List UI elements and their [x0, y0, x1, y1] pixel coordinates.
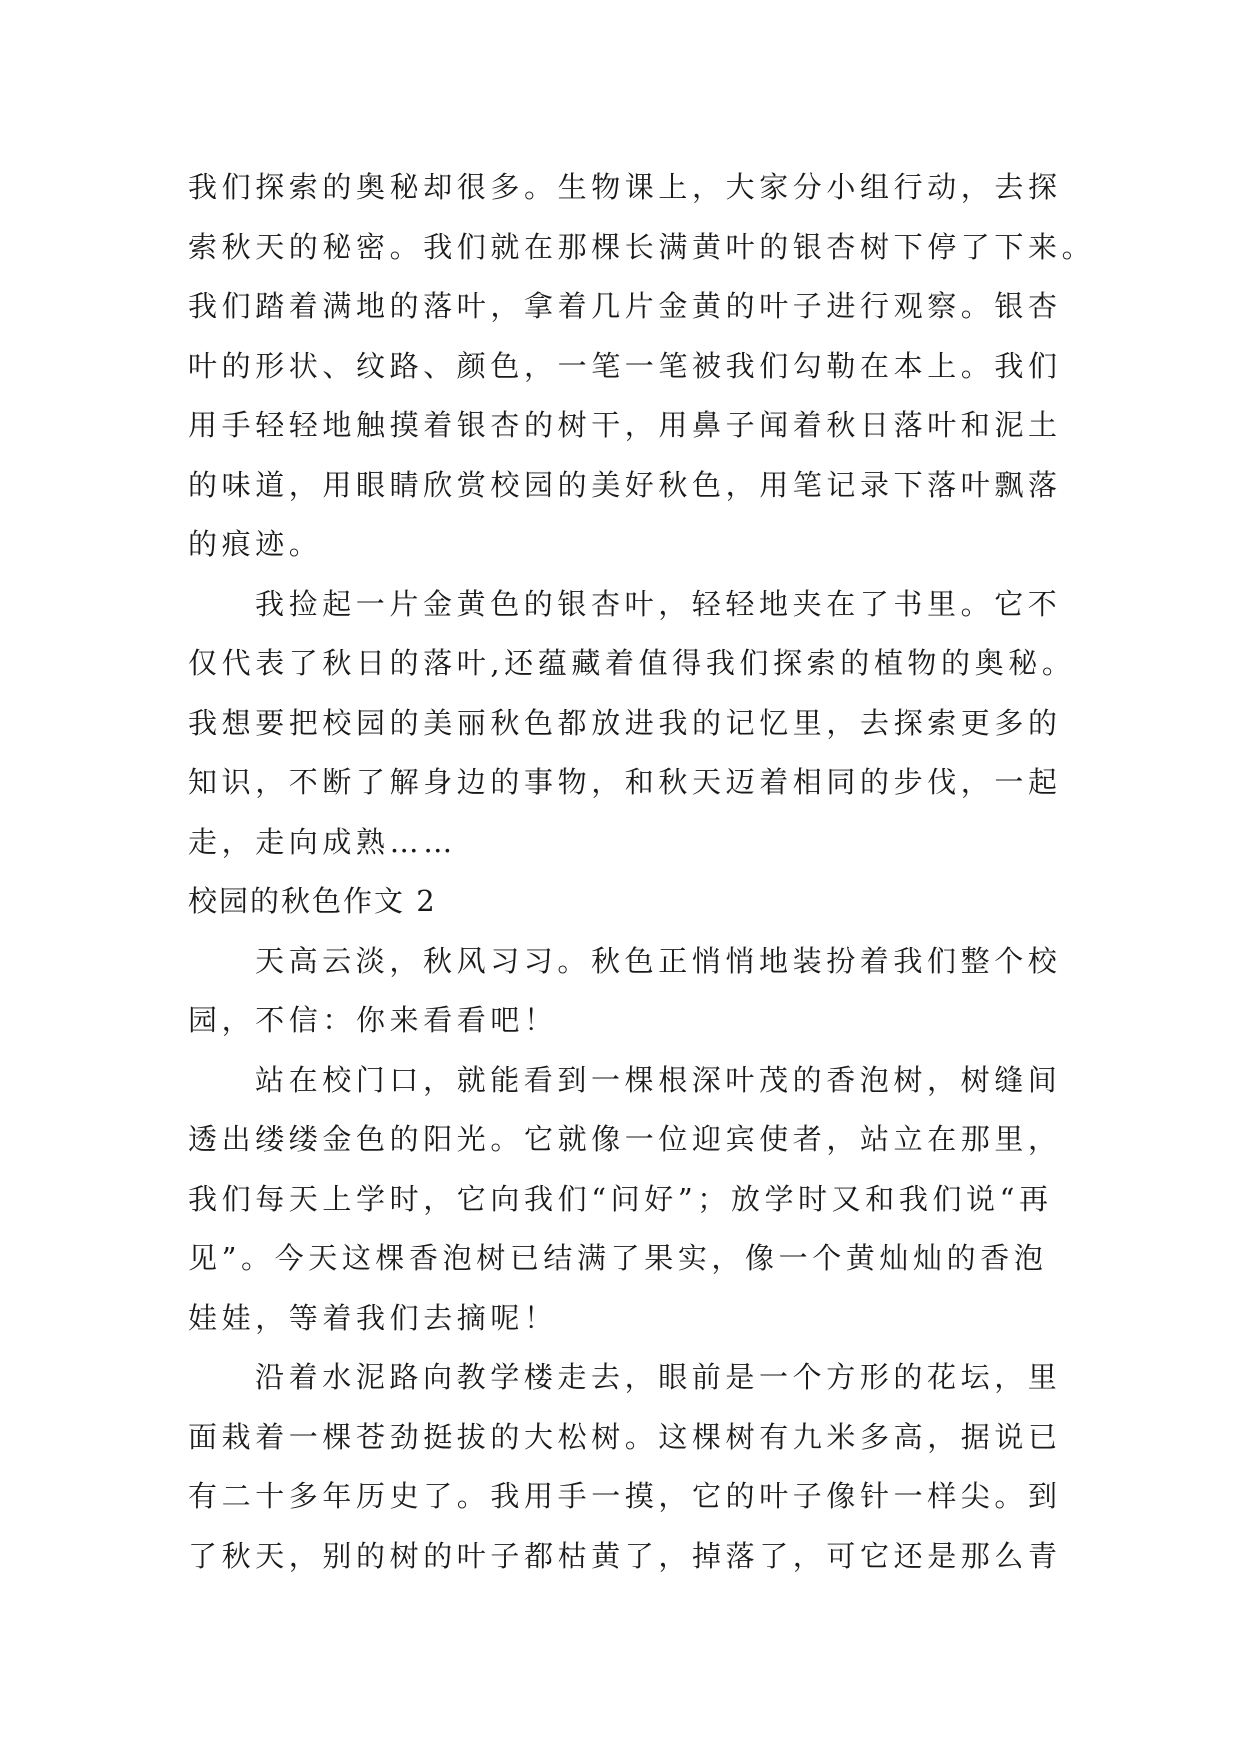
text-line: 了秋天，别的树的叶子都枯黄了，掉落了，可它还是那么青 [188, 1538, 1062, 1573]
document-body [188, 158, 1096, 1586]
text-line: 我想要把校园的美丽秋色都放进我的记忆里，去探索更多的 [188, 705, 1062, 740]
paragraph [188, 932, 1068, 1051]
text-line: 我捡起一片金黄色的银杏叶，轻轻地夹在了书里。它不 [255, 586, 1062, 621]
text-line: 走，走向成熟…… [188, 824, 457, 859]
text-line: 娃娃，等着我们去摘呢！ [188, 1300, 558, 1335]
text-line: 索秋天的秘密。我们就在那棵长满黄叶的银杏树下停了下来。 [188, 229, 1096, 264]
section-heading: 校园的秋色作文 2 [188, 884, 437, 918]
text-line: 透出缕缕金色的阳光。它就像一位迎宾使者，站立在那里， [188, 1122, 1062, 1156]
text-line: 我们探索的奥秘却很多。生物课上，大家分小组行动，去探 [188, 170, 1062, 204]
text-line: 面栽着一棵苍劲挺拔的大松树。这棵树有九米多高，据说已 [188, 1419, 1062, 1454]
text-line: 仅代表了秋日的落叶,还蕴藏着值得我们探索的植物的奥秘。 [188, 646, 1076, 680]
text-line: 的味道，用眼睛欣赏校园的美好秋色，用笔记录下落叶飘落 [188, 467, 1062, 502]
text-line: 我们踏着满地的落叶，拿着几片金黄的叶子进行观察。银杏 [188, 289, 1062, 323]
text-line: 我们每天上学时，它向我们“问好”；放学时又和我们说“再 [188, 1181, 1053, 1216]
text-line: 见”。今天这棵香泡树已结满了果实，像一个黄灿灿的香泡 [188, 1241, 1048, 1275]
text-line: 园，不信：你来看看吧！ [188, 1003, 558, 1037]
paragraph [188, 158, 1096, 575]
paragraph [188, 1348, 1068, 1586]
paragraph [188, 1051, 1068, 1349]
text-line: 的痕迹。 [188, 527, 323, 561]
text-line: 有二十多年历史了。我用手一摸，它的叶子像针一样尖。到 [188, 1479, 1062, 1513]
text-line: 叶的形状、纹路、颜色，一笔一笔被我们勾勒在本上。我们 [188, 348, 1062, 383]
text-line: 知识，不断了解身边的事物，和秋天迈着相同的步伐，一起 [188, 765, 1062, 799]
text-line: 沿着水泥路向教学楼走去，眼前是一个方形的花坛，里 [255, 1360, 1062, 1394]
paragraph [188, 575, 1076, 873]
text-line: 用手轻轻地触摸着银杏的树干，用鼻子闻着秋日落叶和泥土 [188, 408, 1062, 442]
text-line: 站在校门口，就能看到一棵根深叶茂的香泡树，树缝间 [255, 1062, 1062, 1097]
text-line: 天高云淡，秋风习习。秋色正悄悄地装扮着我们整个校 [255, 943, 1062, 978]
